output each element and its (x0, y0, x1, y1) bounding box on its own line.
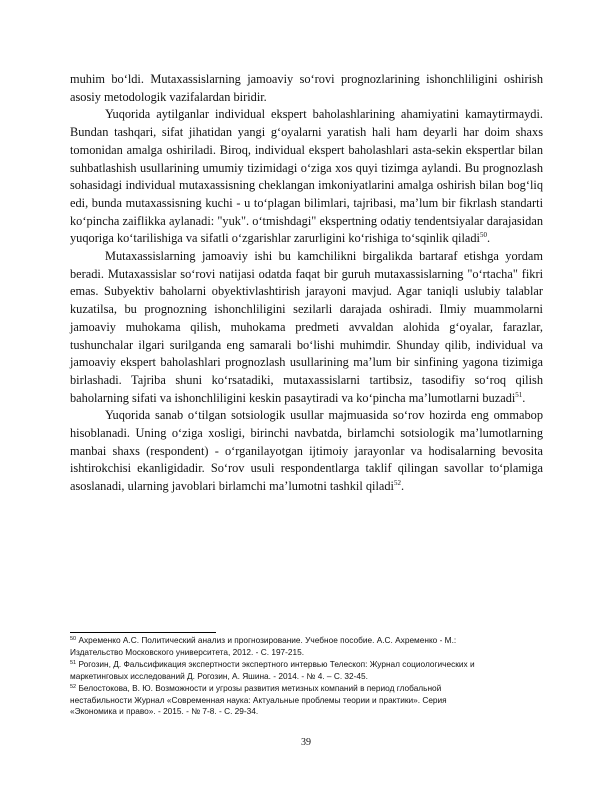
paragraph-3: Mutaxassislarning jamoaviy ishi bu kamchilikni birgalikda bartaraf etishga yordam beradi. Mutaxassislar so‘rovi natijasi odatda faqat bir guruh mutaxassislarning "o‘rtacha" fikri emas. Subyektiv baholarni obyektivlashtirish jarayoni mavjud. Agar taniqli uslubiy talablar kuzatilsa, bu prognozning ishonchliligini sezilarli darajada oshiradi. Ilmiy muammolarni jamoaviy muhokama qilish, muhokama predmeti avvaldan alohida g‘oyalar, farazlar, tushunchalar ilgari surilganda eng samarali bo‘lishi muhimdir. Shunday qilib, individual va jamoaviy ekspert baholashlari prognozlash usullarining ma’lum bir sinfining yagona tizimiga birlashadi. Tajriba shuni ko‘rsatadiki, mutaxassislarni tartibsiz, tasodifiy so‘roq qilish baholarning sifati va ishonchliligini keskin pasaytiradi va ko‘pincha ma’lumotlarni buzadi$^{51}$. (70, 249, 543, 405)
footnote-ref-52: 52 (393, 479, 401, 488)
main-text (70, 71, 543, 496)
footnote-ref-51: 51 (515, 390, 523, 399)
footnote-ref-50: 50 (479, 231, 487, 240)
footnote-separator (70, 632, 216, 633)
footnotes (70, 635, 543, 718)
footnote-52-line-2: нестабильности Журнал «Современная наука: Актуальные проблемы теории и практики». Серия (70, 694, 447, 705)
footnote-50-line-1: $^{50}$ Ахременко А.С. Политический анализ и прогнозирование. Учебное пособие. А.С. Ахременко - М.: (70, 635, 457, 645)
footnote-52-line-1: $^{52}$ Белостокова, В. Ю. Возможности и угрозы развития метизных компаний в период глобальной (70, 682, 442, 693)
footnote-50-line-2: Издательство Московского университета, 2012. - С. 197-215. (70, 646, 305, 657)
paragraph-4: Yuqorida sanab o‘tilgan sotsiologik usullar majmuasida so‘rov hozirda eng ommabop hisoblanadi. Uning o‘ziga xosligi, birinchi navbatda, birlamchi sotsiologik ma’lumotlarning manbai shaxs (respondent) - o‘rganilayotgan ijtimoiy jarayonlar va hodisalarning bevosita ishtirokchisi ekanligidadir. So‘rov usuli respondentlarga taklif qilingan savollar to‘plamiga asoslanadi, ularning javoblari birlamchi ma’lumotni tashkil qiladi$^{52}$. (70, 408, 543, 494)
footnote-51-line-1: $^{51}$ Рогозин, Д. Фальсификация экспертности экспертного интервью Телескоп: Журнал социологических и (70, 658, 475, 669)
footnote-52-line-3: «Экономика и право». - 2015. - № 7-8. - С. 29-34. (70, 706, 259, 717)
paragraph-1: muhim bo‘ldi. Mutaxassislarning jamoaviy so‘rovi prognozlarining ishonchliligini oshirish asosiy metodologik vazifalardan biridir. (70, 72, 543, 104)
footnote-51-line-2: маркетинговых исследований Д. Рогозин, А. Яшина. - 2014. - № 4. – С. 32-45. (70, 670, 368, 681)
paragraph-2: Yuqorida aytilganlar individual ekspert baholashlarining ahamiyatini kamaytirmaydi. Bundan tashqari, sifat jihatidan yangi g‘oyalarni yaratish hali ham deyarli har doim shaxs tomonidan amalga oshiriladi. Biroq, individual ekspert baholashlari asta-sekin ekspertlar bilan suhbatlashish usullarining umumiy tizimidagi o‘ziga xos quyi tizimga aylandi. Bu prognozlash sohasidagi individual mutaxassisning cheklangan imkoniyatlarini amalga oshirish bilan bog‘liq edi, bunda mutaxassisning kuchi - u to‘plagan bilimlari, tajribasi, ma’lum bir fikrlash standarti ko‘pincha zaiflikka aylanadi: "yuk". o‘tmishdagi" ekspertning odatiy tendentsiyalar darajasidan yuqoriga ko‘tarilishiga va sifatli o‘zgarishlar zarurligini ko‘rishiga to‘sqinlik qiladi$^{50}$. (70, 107, 543, 246)
page-number: 39 (301, 737, 311, 748)
